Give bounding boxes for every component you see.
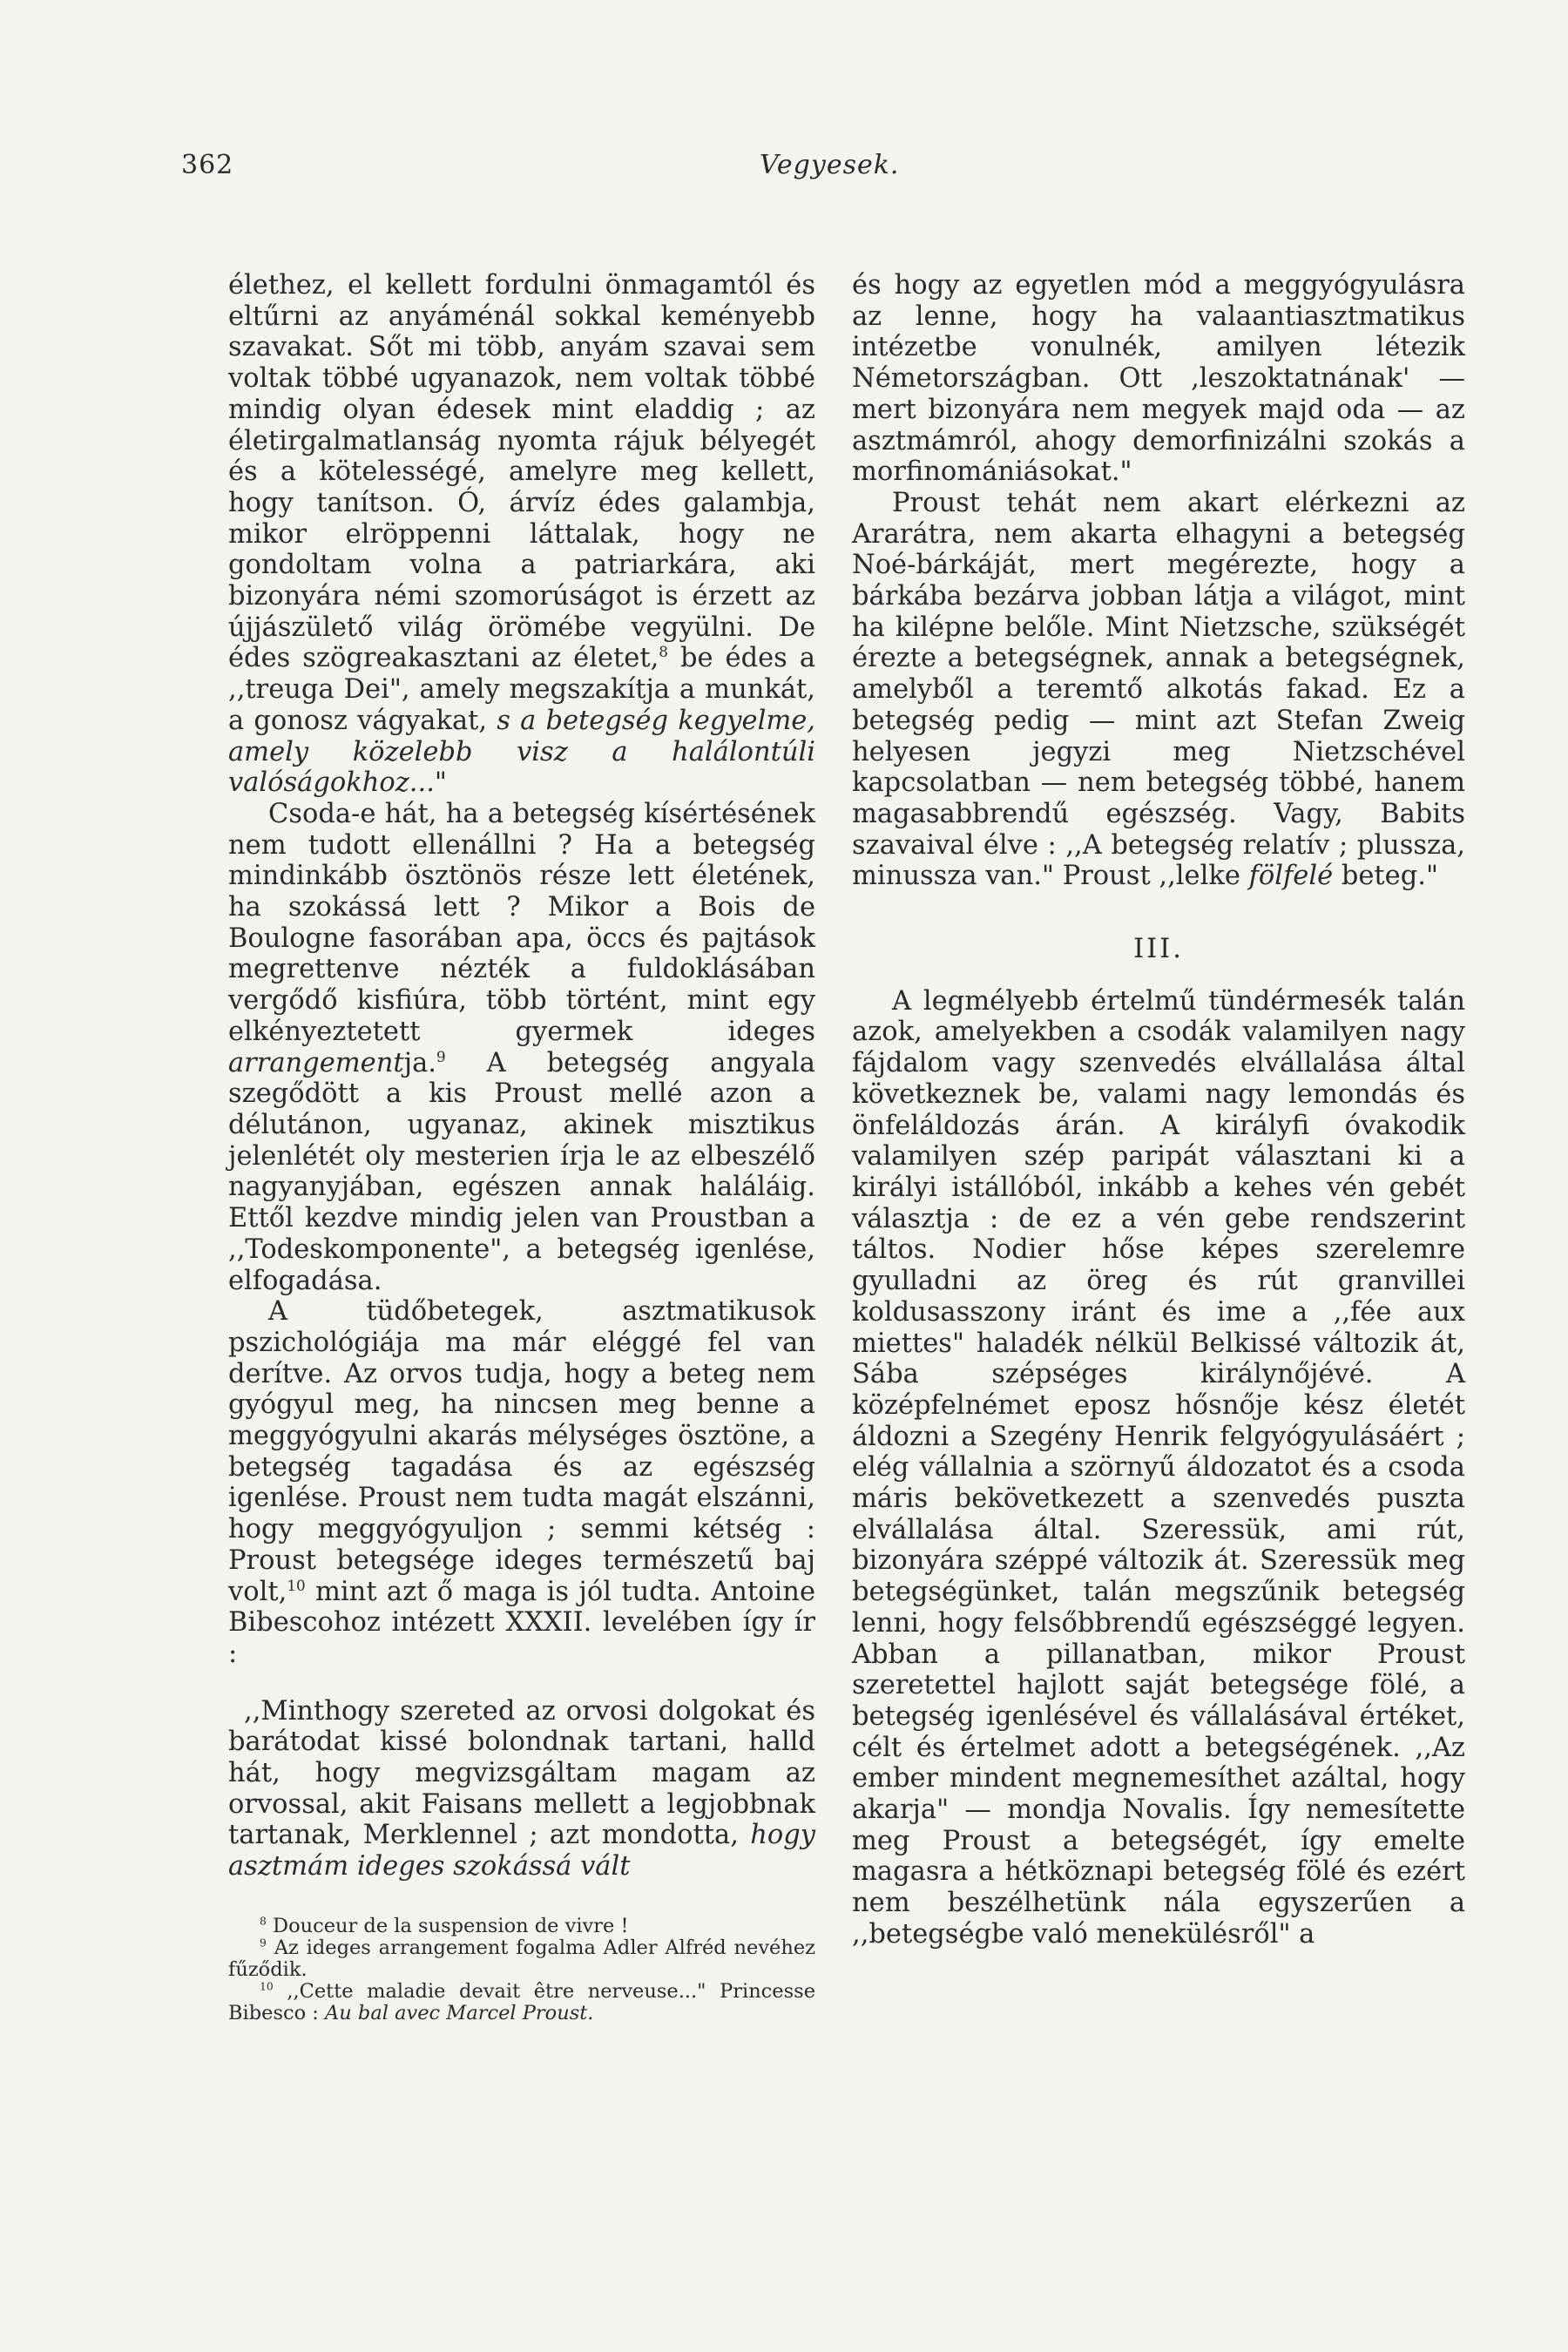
running-head: Vegyesek. xyxy=(760,150,900,180)
italic-text: arrangement xyxy=(228,1047,404,1078)
footnote-ref: 10 xyxy=(287,1576,306,1594)
footnotes xyxy=(228,1916,815,2024)
footnote: $^{10}$ ,,Cette maladie devait être nerveuse..." Princesse Bibesco : Au bal avec Marcel Proust. xyxy=(228,1979,816,2024)
footnote: $^9$ Az ideges arrangement fogalma Adler Alfréd nevéhez fűződik. xyxy=(228,1936,816,1981)
paragraph: Proust tehát nem akart elérkezni az Ararátra, nem akarta elhagyni a betegség Noé-bárkáját, mert megérezte, hogy a bárkába bezárva jobban látja a világot, mint ha kilépne belőle. Mint Nietzsche, szükségét érezte a betegségnek, annak a betegségnek, amelyből a teremtő alkotás fakad. Ez a betegség pedig — mint azt Stefan Zweig helyesen jegyzi meg Nietzschével kapcsolatban — nem betegség többé, hanem magasabbrendű egészség. Vagy, Babits szavaival élve : ,,A betegség relatív ; plussza, minussza van." Proust ,,lelke fölfelé beteg." xyxy=(852,487,1465,892)
footnote-ref: 8 xyxy=(659,643,668,661)
italic-text: hogy asztmám ideges szokássá vált xyxy=(228,1820,815,1882)
footnote-mark: 10 xyxy=(260,1980,274,1993)
left-column xyxy=(228,270,815,2024)
paragraph: A legmélyebb értelmű tündérmesék talán azok, amelyekben a csodák valamilyen nagy fájdalom vagy szenvedés elvállalása által következnek be, valami nagy lemondás és önfeláldozás árán. A királyfi óvakodik valamilyen szép paripát választani ki a királyi istállóból, inkább a kehes vén gebét választja : de ez a vén gebe rendszerint táltos. Nodier hőse képes szerelemre gyulladni az öreg és rút granvillei koldusasszony iránt és ime a ,,fée aux miettes" haladék nélkül Belkissé változik át, Sába szépséges királynőjévé. A középfelnémet eposz hősnője kész életét áldozni a Szegény Henrik felgyógyulásáért ; elég vállalnia a szörnyű áldozatot és a csoda máris bekövetkezett a szenvedés puszta elvállalása által. Szeressük, ami rút, bizonyára széppé változik át. Szeressük meg betegségünket, talán megszűnik betegség lenni, hogy felsőbbrendű egészséggé legyen. Abban a pillanatban, mikor Proust szeretettel hajlott saját betegsége fölé, a betegség igenlésével és vállalásával értéket, célt és értelmet adott a betegségének. ,,Az ember mindent megnemesíthet azáltal, hogy akarja" — mondja Novalis. Így nemesítette meg Proust a betegségét, így emelte magasra a hétköznapi betegség fölé és ezért nem beszélhetünk nála egyszerűen a ,,betegségbe való menekülésről" a xyxy=(852,985,1465,1950)
page-number: 362 xyxy=(181,150,234,180)
right-column xyxy=(852,270,1465,1950)
section-heading: III. xyxy=(1133,934,1184,965)
block-quote: ,,Minthogy szereted az orvosi dolgokat és barátodat kissé bolondnak tartani, halld hát, hogy megvizsgáltam magam az orvossal, akit Faisans mellett a legjobbnak tartanak, Merklennel ; azt mondotta, hogy asztmám ideges szokássá vált xyxy=(228,1695,815,1882)
footnote-mark: 9 xyxy=(260,1936,267,1950)
italic-text: s a betegség kegyelme, amely közelebb visz a halálontúli valóságokhoz... xyxy=(228,705,816,799)
footnote-ref: 9 xyxy=(436,1047,446,1065)
paragraph: élethez, el kellett fordulni önmagamtól és eltűrni az anyáménál sokkal keményebb szavakat. Sőt mi több, anyám szavai sem voltak többé ugyanazok, nem voltak többé mindig olyan édesek mint eladdig ; az életirgalmatlanság nyomta rájuk bélyegét és a kötelességé, amelyre meg kellett, hogy tanítson. Ó, árvíz édes galambja, mikor elröppenni láttalak, hogy ne gondoltam volna a patriarkára, aki bizonyára némi szomorúságot is érzett az újjászülető világ örömébe vegyülni. De édes szögreakasztani az életet,$^8$ be édes a ,,treuga Dei", amely megszakítja a munkát, a gonosz vágyakat, s a betegség kegyelme, amely közelebb visz a halálontúli valóságokhoz..." xyxy=(228,270,816,799)
footnote: $^8$ Douceur de la suspension de vivre ! xyxy=(260,1914,629,1937)
footnote-mark: 8 xyxy=(260,1915,267,1928)
italic-text: fölfelé xyxy=(1248,861,1334,892)
paragraph: A tüdőbetegek, asztmatikusok pszichológiája ma már eléggé fel van derítve. Az orvos tudja, hogy a beteg nem gyógyul meg, ha nincsen meg benne a meggyógyulni akarás mélységes ösztöne, a betegség tagadása és az egészség igenlése. Proust nem tudta magát elszánni, hogy meggyógyuljon ; semmi kétség : Proust betegsége ideges természetű baj volt,$^{10}$ mint azt ő maga is jól tudta. Antoine Bibescohoz intézett XXXII. levelében így ír : xyxy=(228,1296,815,1669)
paragraph: és hogy az egyetlen mód a meggyógyulásra az lenne, hogy ha valaantiasztmatikus intézetbe vonulnék, amilyen létezik Németországban. Ott ,leszoktatnának' — mert bizonyára nem megyek majd oda — az asztmámról, ahogy demorfinizálni szokás a morfinomániásokat." xyxy=(852,270,1465,488)
paragraph: Csoda-e hát, ha a betegség kísértésének nem tudott ellenállni ? Ha a betegség mindinkább ösztönös része lett életének, ha szokássá lett ? Mikor a Bois de Boulogne fasorában apa, öccs és pajtások megrettenve nézték a fuldoklásában vergődő kisfiúra, több történt, mint egy elkényeztetett gyermek ideges arrangementja.$^9$ A betegség angyala szegődött a kis Proust mellé azon a délutánon, ugyanaz, akinek misztikus jelenlétét oly mesterien írja le az elbeszélő nagyanyjában, egészen annak haláláig. Ettől kezdve mindig jelen van Proustban a ,,Todeskomponente", a betegség igenlése, elfogadása. xyxy=(228,798,815,1296)
page-header xyxy=(181,150,904,185)
